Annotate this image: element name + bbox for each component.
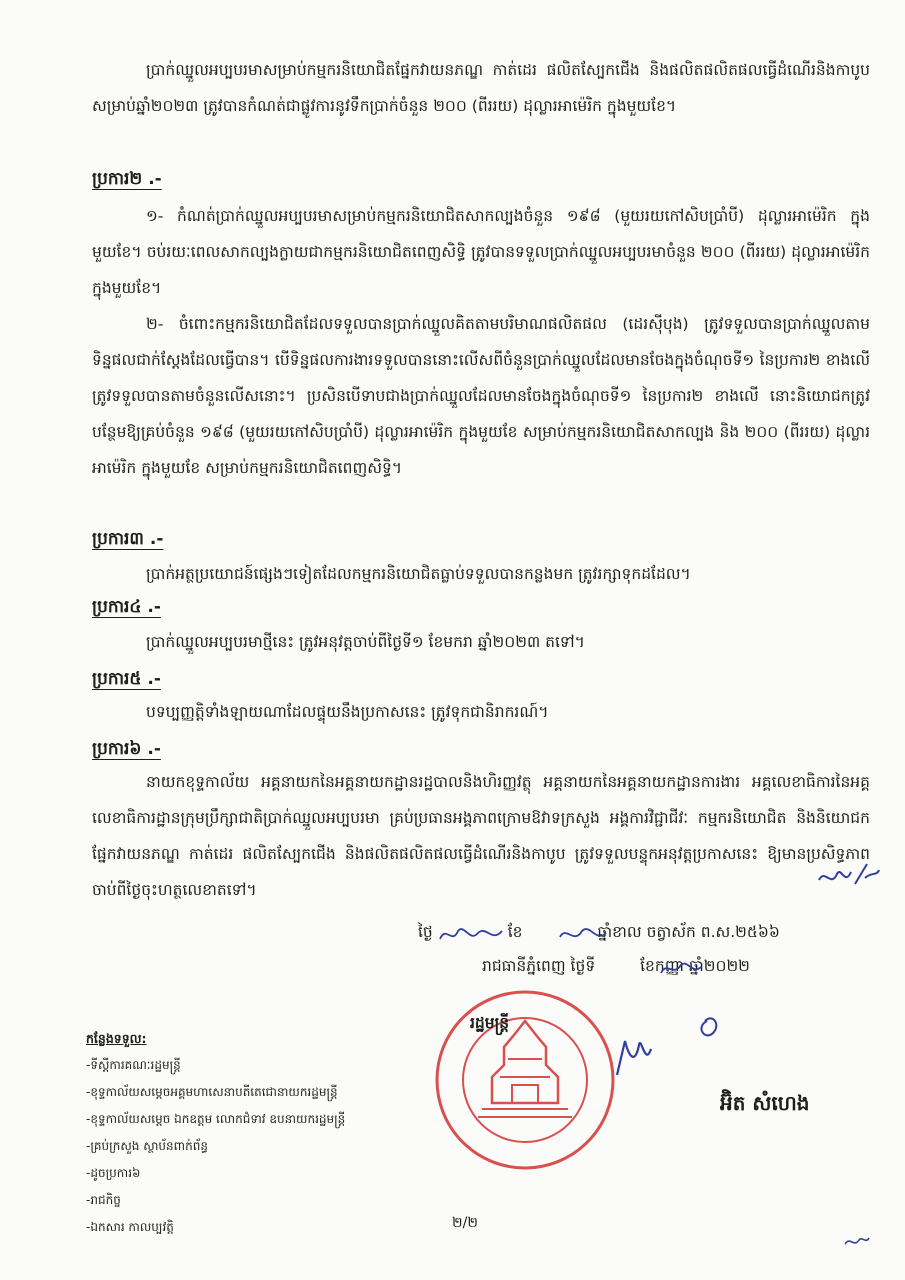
paragraph-article-4: ប្រាក់ឈ្នួលអប្បបរមាថ្មីនេះ ត្រូវអនុវត្តចាប់ពីថ្ងៃទី១ ខែមករា ឆ្នាំ២០២៣ តទៅ។ <box>146 633 585 651</box>
corner-initial-icon <box>842 1232 872 1250</box>
minister-signature-icon <box>595 1005 735 1085</box>
solar-date-text: ខែកញ្ញា ឆ្នាំ២០២២ <box>640 957 750 975</box>
paragraph-intro: ប្រាក់ឈ្នួលអប្បបរមាសម្រាប់កម្មករនិយោជិតផ្នែកវាយនភណ្ឌ កាត់ដេរ ផលិតស្បែកជើង និងផលិតផលិតផលធ្វើដំណើរនិងកាបូប សម្រាប់ឆ្នាំ២០២៣ ត្រូវបានកំណត់ជាផ្លូវការនូវទឹកប្រាក់ចំនួន ២០០ (ពីររយ) ដុល្លារអាម៉េរិក ក្នុងមួយខែ។ <box>92 61 870 115</box>
handwritten-date-icon <box>434 919 654 949</box>
place-label: រាជធានីភ្នំពេញ ថ្ងៃទី <box>482 957 596 975</box>
list-item: - ខុទ្ទកាល័យសម្តេច ឯកឧត្តម លោកជំទាវ ឧបនាយករដ្ឋមន្ត្រី <box>86 1106 345 1133</box>
list-item: - គ្រប់ក្រសួង ស្ថាប័នពាក់ព័ន្ធ <box>86 1133 345 1160</box>
signatory-name: អ៊ិត សំហេង <box>720 1091 810 1115</box>
heading-article-2: ប្រការ២ .- <box>92 169 162 189</box>
official-seal-icon <box>430 985 620 1175</box>
page-number: ២/២ <box>452 1215 478 1231</box>
heading-article-6: ប្រការ៦ .- <box>92 739 161 759</box>
lunar-day-label: ថ្ងៃ <box>418 923 433 941</box>
heading-article-5: ប្រការ៥ .- <box>92 669 161 689</box>
heading-article-4: ប្រការ៤ .- <box>92 597 161 617</box>
heading-article-3: ប្រការ៣ .- <box>92 529 164 549</box>
list-item: - ដូចប្រការ៦ <box>86 1160 345 1187</box>
list-item: - ខុទ្ទកាល័យសម្តេចអគ្គមហាសេនាបតីតេជោនាយករដ្ឋមន្ត្រី <box>86 1079 345 1106</box>
signatory-title: រដ្ឋមន្ត្រី <box>470 1014 510 1032</box>
handwritten-day-icon <box>655 955 715 981</box>
recipients-list <box>86 1025 345 1241</box>
lunar-month-label: ខែ <box>507 923 523 941</box>
lunar-year-text: ឆ្នាំខាល ចត្វាស័ក ព.ស.២៥៦៦ <box>597 923 780 941</box>
paragraph-article-5: បទប្បញ្ញត្តិទាំងឡាយណាដែលផ្ទុយនឹងប្រកាសនេះ ត្រូវទុកជានិរាករណ៍។ <box>146 703 549 721</box>
paragraph-article-3: ប្រាក់អត្ថប្រយោជន៍ផ្សេងៗទៀតដែលកម្មករនិយោជិតធ្លាប់ទទួលបានកន្លងមក ត្រូវរក្សាទុកដដែល។ <box>146 565 691 583</box>
paragraph-article-2-point-1: ១- កំណត់ប្រាក់ឈ្នួលអប្បបរមាសម្រាប់កម្មករនិយោជិតសាកល្បងចំនួន ១៩៨ (មួយរយកៅសិបប្រាំបី) ដុល្លារអាម៉េរិក ក្នុងមួយខែ។ ចប់រយៈពេលសាកល្បងក្លាយជាកម្មករនិយោជិតពេញសិទ្ធិ ត្រូវបានទទួលប្រាក់ឈ្នួលអប្បបរមាចំនួន ២០០ (ពីររយ) ដុល្លារអាម៉េរិក ក្នុងមួយខែ។ <box>92 207 870 297</box>
list-item: - ទីស្តីការគណៈរដ្ឋមន្ត្រី <box>86 1052 345 1079</box>
initials-mark-icon <box>815 860 883 894</box>
list-item: - រាជកិច្ច <box>86 1187 345 1214</box>
paragraph-article-2-point-2: ២- ចំពោះកម្មករនិយោជិតដែលទទួលបានប្រាក់ឈ្នួលគិតតាមបរិមាណផលិតផល (ដេរស៊ីបុង) ត្រូវទទួលបានប្រាក់ឈ្នួលតាមទិន្នផលជាក់ស្តែងដែលធ្វើបាន។ បើទិន្នផលការងារទទួលបាននោះលើសពីចំនួនប្រាក់ឈ្នួលដែលមានចែងក្នុងចំណុចទី១ នៃប្រការ២ ខាងលើ ត្រូវទទួលបានតាមចំនួនលើសនោះ។ ប្រសិនបើទាបជាងប្រាក់ឈ្នួលដែលមានចែងក្នុងចំណុចទី១ នៃប្រការ២ ខាងលើ នោះនិយោជកត្រូវបន្ថែមឱ្យគ្រប់ចំនួន ១៩៨ (មួយរយកៅសិបប្រាំបី) ដុល្លារអាម៉េរិក ក្នុងមួយខែ សម្រាប់កម្មករនិយោជិតសាកល្បង និង ២០០ (ពីររយ) ដុល្លារអាម៉េរិក ក្នុងមួយខែ សម្រាប់កម្មករនិយោជិតពេញសិទ្ធិ។ <box>92 315 870 477</box>
list-item: - ឯកសារ កាលប្បវត្តិ <box>86 1214 345 1241</box>
paragraph-article-6: នាយកខុទ្ទកាល័យ អគ្គនាយកនៃអគ្គនាយកដ្ឋានរដ្ឋបាលនិងហិរញ្ញវត្ថុ អគ្គនាយកនៃអគ្គនាយកដ្ឋានការងារ អគ្គលេខាធិការនៃអគ្គលេខាធិការដ្ឋានក្រុមប្រឹក្សាជាតិប្រាក់ឈ្នួលអប្បបរមា គ្រប់ប្រធានអង្គភាពក្រោមឱវាទក្រសួង អង្គការវិជ្ជាជីវៈ កម្មករនិយោជិត និងនិយោជកផ្នែកវាយនភណ្ឌ កាត់ដេរ ផលិតស្បែកជើង និងផលិតផលិតផលធ្វើដំណើរនិងកាបូប ត្រូវទទួលបន្ទុកអនុវត្តប្រកាសនេះ ឱ្យមានប្រសិទ្ធភាព ចាប់ពីថ្ងៃចុះហត្ថលេខាតទៅ។ <box>92 773 870 899</box>
recipients-title: កន្លែងទទួល: <box>86 1031 147 1046</box>
